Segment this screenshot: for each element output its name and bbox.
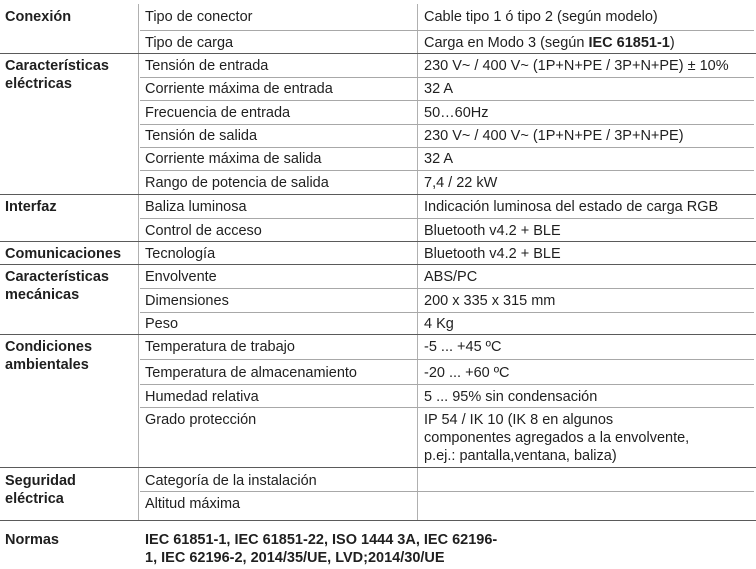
category-label: Comunicaciones: [5, 246, 122, 262]
category-label: Condiciones ambientales: [5, 339, 93, 373]
parameter-label: Tecnología: [145, 246, 216, 262]
parameter-label: Categoría de la instalación: [145, 473, 317, 489]
parameter-value: Bluetooth v4.2 + BLE: [424, 246, 561, 262]
parameter-value: 230 V~ / 400 V~ (1P+N+PE / 3P+N+PE): [424, 128, 684, 144]
parameter-label: Envolvente: [145, 269, 217, 285]
parameter-label: Control de acceso: [145, 223, 262, 239]
parameter-value: Carga en Modo 3 (según IEC 61851-1): [424, 35, 675, 51]
parameter-label: Corriente máxima de salida: [145, 151, 322, 167]
parameter-label: Corriente máxima de entrada: [145, 81, 333, 97]
parameter-value: 200 x 335 x 315 mm: [424, 293, 556, 309]
parameter-label: Frecuencia de entrada: [145, 105, 291, 121]
category-label: Normas: [5, 532, 59, 548]
parameter-value: Bluetooth v4.2 + BLE: [424, 223, 561, 239]
parameter-value: -20 ... +60 ºC: [424, 365, 510, 381]
parameter-label: Temperatura de trabajo: [145, 339, 295, 355]
parameter-value: Indicación luminosa del estado de carga RGB: [424, 199, 719, 215]
parameter-value: 7,4 / 22 kW: [424, 175, 498, 191]
parameter-value: -5 ... +45 ºC: [424, 339, 502, 355]
parameter-value: 32 A: [424, 81, 454, 97]
parameter-label: Rango de potencia de salida: [145, 175, 329, 191]
parameter-value: 4 Kg: [424, 316, 454, 332]
parameter-label: Tipo de conector: [145, 9, 253, 25]
parameter-value: 5 ... 95% sin condensación: [424, 389, 598, 405]
parameter-label: Peso: [145, 316, 179, 332]
normas-value: IEC 61851-1, IEC 61851-22, ISO 1444 3A, IEC 62196- 1, IEC 62196-2, 2014/35/UE, LVD;2014/30/UE: [145, 532, 498, 566]
parameter-value: Cable tipo 1 ó tipo 2 (según modelo): [424, 9, 658, 25]
parameter-value: 50…60Hz: [424, 105, 489, 121]
parameter-label: Altitud máxima: [145, 496, 241, 512]
parameter-label: Humedad relativa: [145, 389, 259, 405]
category-label: Características eléctricas: [5, 58, 109, 92]
column-separator: [417, 4, 418, 520]
parameter-label: Tipo de carga: [145, 35, 234, 51]
column-separator: [138, 4, 139, 520]
parameter-value: IP 54 / IK 10 (IK 8 en algunos componentes agregados a la envolvente, p.ej.: pantalla,ventana, baliza): [424, 412, 690, 464]
parameter-label: Dimensiones: [145, 293, 229, 309]
category-label: Seguridad eléctrica: [5, 473, 76, 507]
parameter-value: 230 V~ / 400 V~ (1P+N+PE / 3P+N+PE) ± 10%: [424, 58, 729, 74]
parameter-label: Grado protección: [145, 412, 257, 428]
parameter-value: ABS/PC: [424, 269, 478, 285]
category-label: Características mecánicas: [5, 269, 109, 303]
parameter-label: Tensión de entrada: [145, 58, 269, 74]
parameter-label: Baliza luminosa: [145, 199, 247, 215]
category-label: Conexión: [5, 9, 72, 25]
parameter-value: 32 A: [424, 151, 454, 167]
category-label: Interfaz: [5, 199, 57, 215]
parameter-label: Tensión de salida: [145, 128, 258, 144]
parameter-label: Temperatura de almacenamiento: [145, 365, 357, 381]
